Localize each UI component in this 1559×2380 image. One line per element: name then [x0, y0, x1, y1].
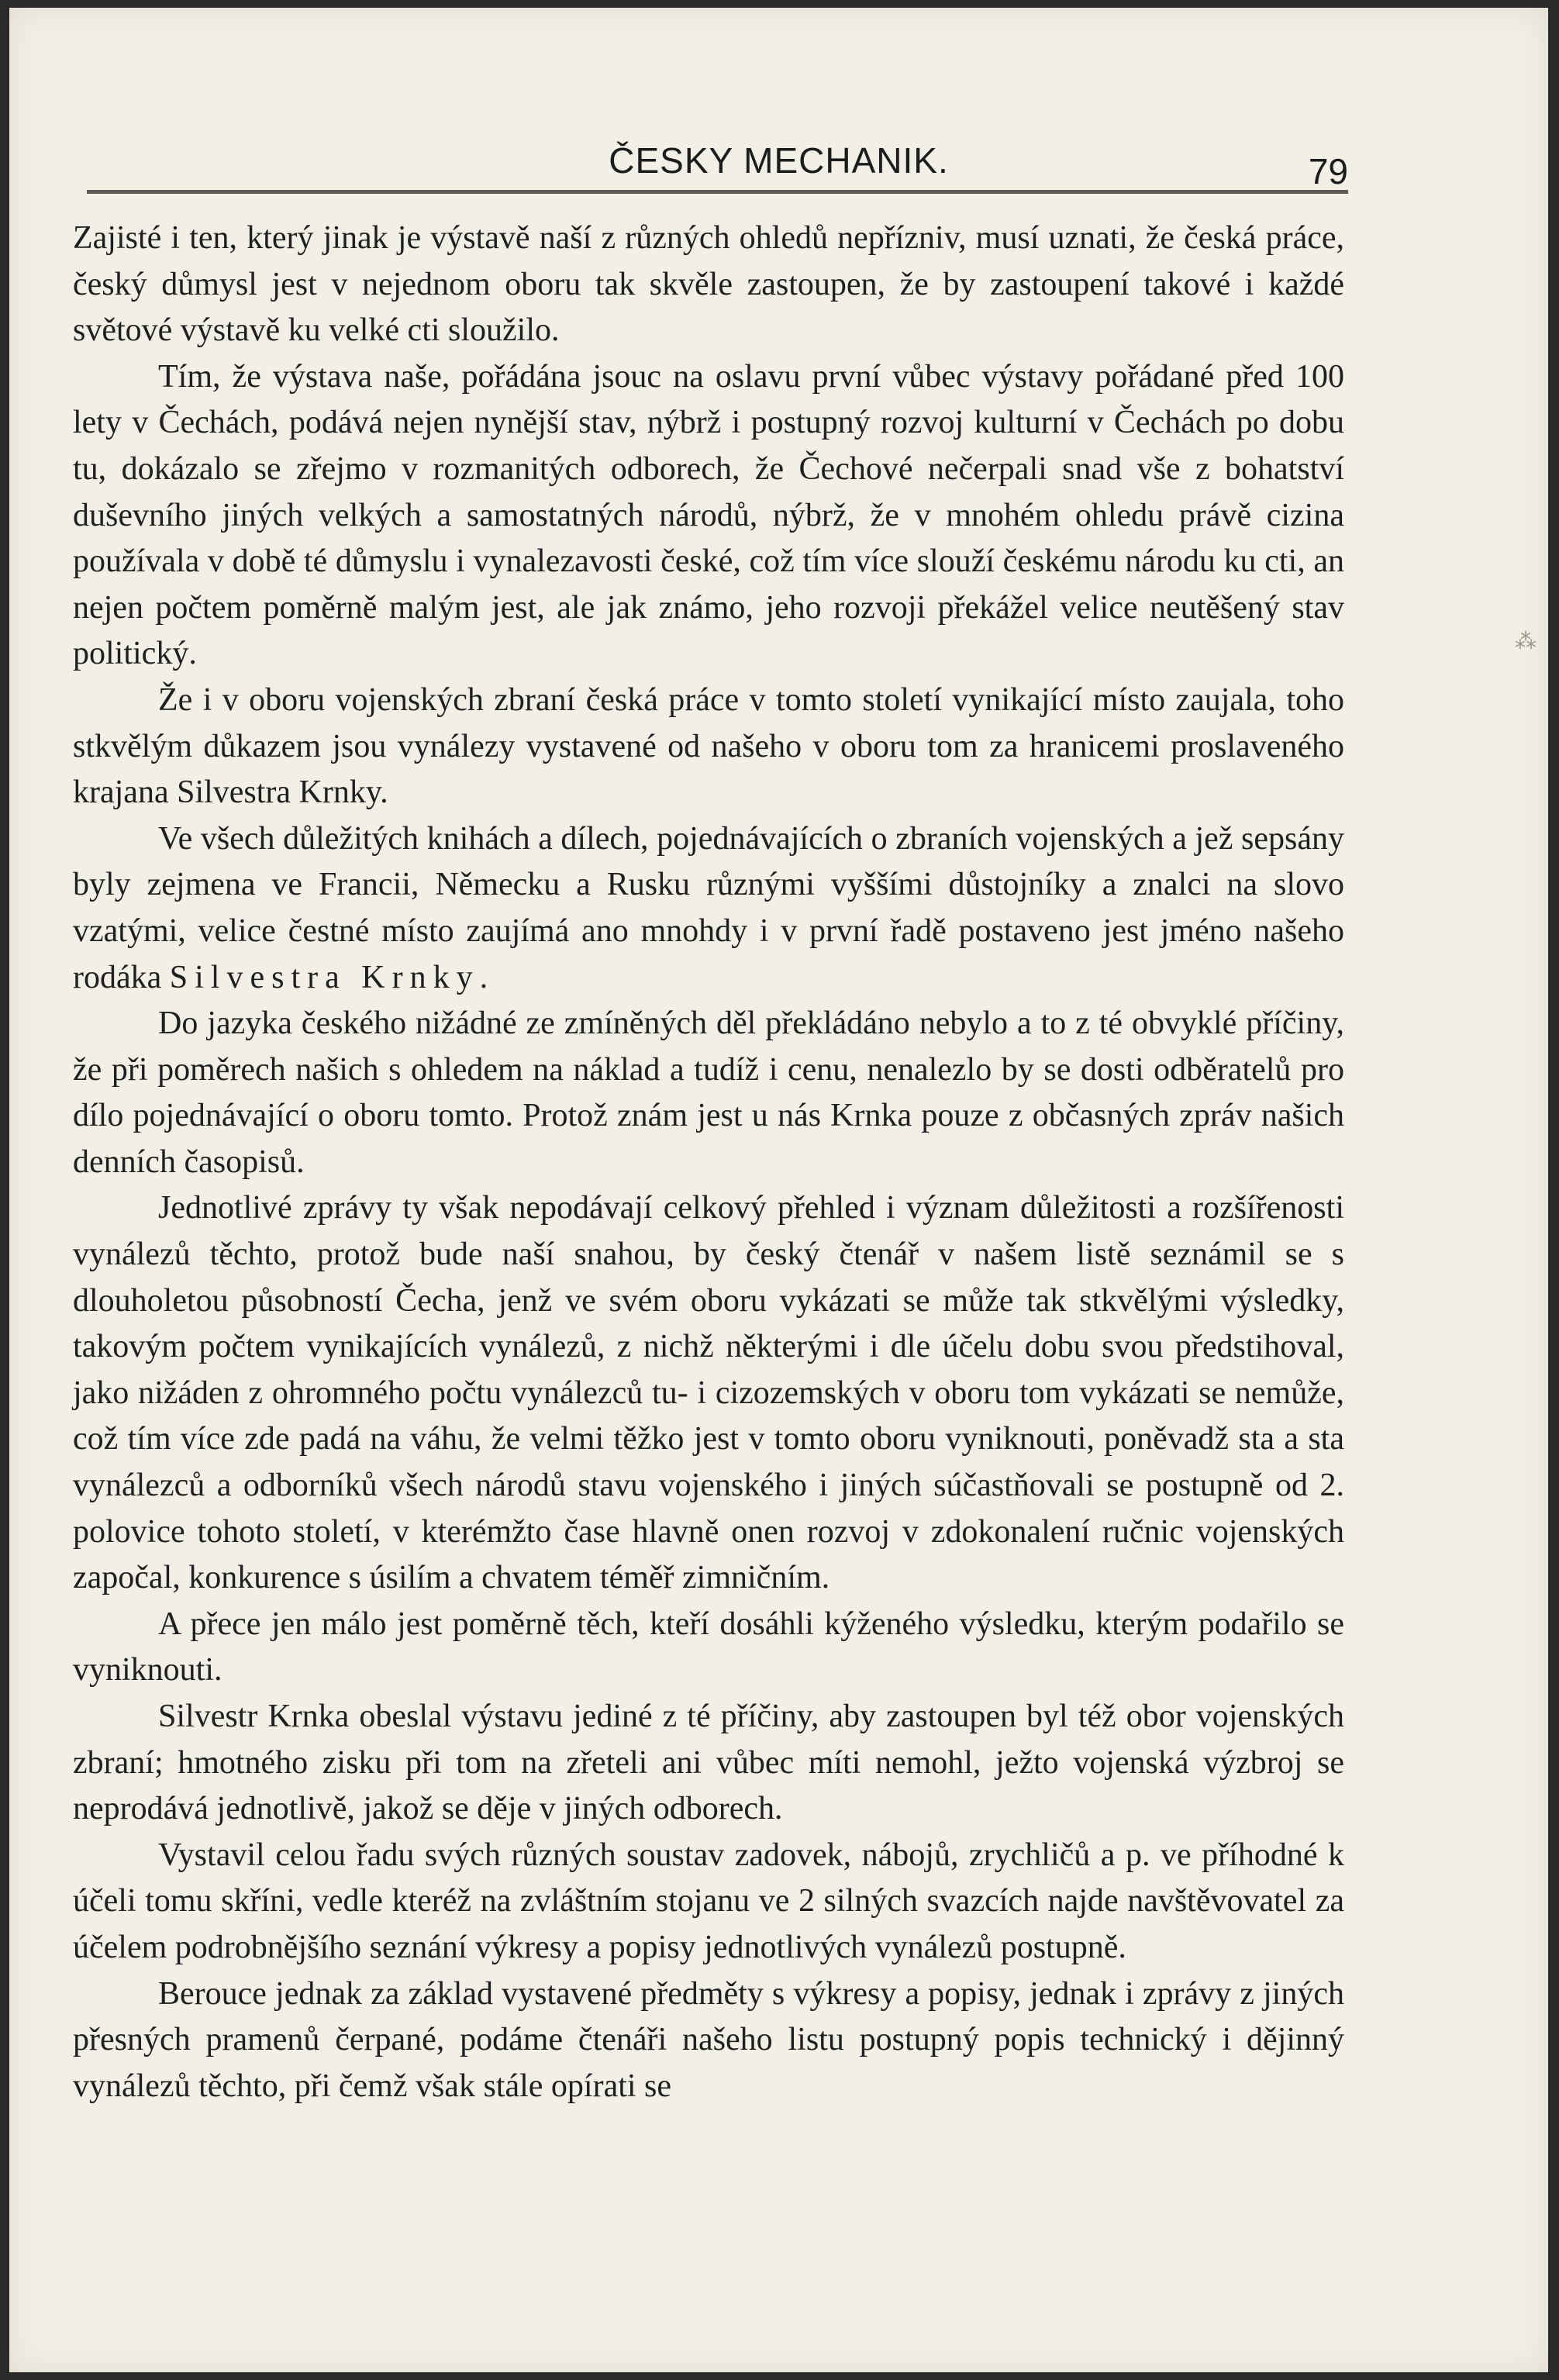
- paragraph-9: Vystavil celou řadu svých různých soustav zadovek, nábojů, zrychličů a p. ve příhodné k účeli tomu skříni, vedle kteréž na zvláštním stojanu ve 2 silných svazcích najde navštěvovatel za účelem podrobnějšího seznání výkresy a popisy jednotlivých vynálezů postupně.: [73, 1837, 1344, 1965]
- paragraph-5: Do jazyka českého nižádné ze zmíněných děl překládáno nebylo a to z té obvyklé příčiny, že při poměrech našich s ohledem na náklad a tudíž i cenu, nenalezlo by se dosti odběratelů pro dílo pojednávající o oboru tomto. Protož znám jest u nás Krnka pouze z občasných zpráv našich denních časopisů.: [73, 1005, 1344, 1180]
- page-number: 79: [1308, 151, 1348, 191]
- running-title: ČESKY MECHANIK.: [609, 140, 949, 181]
- paragraph-4-text: Ve všech důležitých knihách a dílech, pojednávajících o zbraních vojenských a jež sepsány byly zejmena ve Francii, Německu a Rusku různými vyššími důstojníky a znalci na slovo vzatými, velice čestné místo zaujímá ano mnohdy i v první řadě postaveno jest jméno našeho rodáka: [73, 820, 1344, 995]
- paragraph-1: Zajisté i ten, který jinak je výstavě naší z různých ohledů nepřízniv, musí uznati, že česká práce, český důmysl jest v nejednom oboru tak skvěle zastoupen, že by zastoupení takové i každé světové výstavě ku velké cti sloužilo.: [73, 220, 1344, 349]
- book-page: [9, 8, 1548, 2372]
- paragraph-3: Že i v oboru vojenských zbraní česká práce v tomto století vynikající místo zaujala, toho stkvělým důkazem jsou vynálezy vystavené od našeho v oboru tom za hranicemi proslaveného krajana Silvestra Krnky.: [73, 681, 1344, 811]
- paragraph-6: Jednotlivé zprávy ty však nepodávají celkový přehled i význam důležitosti a rozšířenosti vynálezů těchto, protož bude naší snahou, by český čtenář v našem listě seznámil se s dlouholetou působností Čecha, jenž ve svém oboru vykázati se může tak stkvělými výsledky, takovým počtem vynikajících vynálezů, z nichž některými i dle účelu dobu svou předstihoval, jako nižáden z ohromného počtu vynálezců tu- i cizozemských v oboru tom vykázati se nemůže, což tím více zde padá na váhu, že velmi těžko jest v tomto oboru vyniknouti, poněvadž sta a sta vynálezců a odborníků všech národů stavu vojenského i jiných súčastňovali se postupně od 2. polovice tohoto století, v kterémžto čase hlavně onen rozvoj v zdokonalení ručnic vojenských započal, konkurence s úsilím a chvatem téměř zimničním.: [73, 1190, 1344, 1596]
- body-text: [73, 216, 1344, 2109]
- paragraph-2: Tím, že výstava naše, pořádána jsouc na oslavu první vůbec výstavy pořádané před 100 lety v Čechách, podává nejen nynější stav, nýbrž i postupný rozvoj kulturní v Čechách po dobu tu, dokázalo se zřejmo v rozmanitých odborech, že Čechové nečerpali snad vše z bohatství duševního jiných velkých a samostatných národů, nýbrž, že v mnohém ohledu právě cizina používala v době té důmyslu i vynalezavosti české, což tím více slouží českému národu ku cti, an nejen počtem poměrně malým jest, ale jak známo, jeho rozvoji překážel velice neutěšený stav politický.: [73, 358, 1344, 672]
- paragraph-8: Silvestr Krnka obeslal výstavu jediné z té příčiny, aby zastoupen byl též obor vojenských zbraní; hmotného zisku při tom na zřeteli ani vůbec míti nemohl, ježto vojenská výzbroj se neprodává jednotlivě, jakož se děje v jiných odborech.: [73, 1699, 1344, 1827]
- paragraph-4-end: .: [479, 959, 488, 995]
- margin-mark-icon: ⁂: [1515, 628, 1537, 654]
- paragraph-4: [73, 816, 1344, 1001]
- paragraph-7: A přece jen málo jest poměrně těch, kteří dosáhli kýženého výsledku, kterým podařilo se vyniknouti.: [73, 1606, 1344, 1688]
- paragraph-10: Berouce jednak za základ vystavené předměty s výkresy a popisy, jednak i zprávy z jiných přesných pramenů čerpané, podáme čtenáři našeho listu postupný popis technický i dějinný vynálezů těchto, při čemž však stále opírati se: [73, 1975, 1344, 2104]
- header-rule: [87, 190, 1348, 194]
- spaced-name-silvestra-krnky: Silvestra Krnky: [169, 959, 480, 995]
- page-header: [9, 124, 1548, 209]
